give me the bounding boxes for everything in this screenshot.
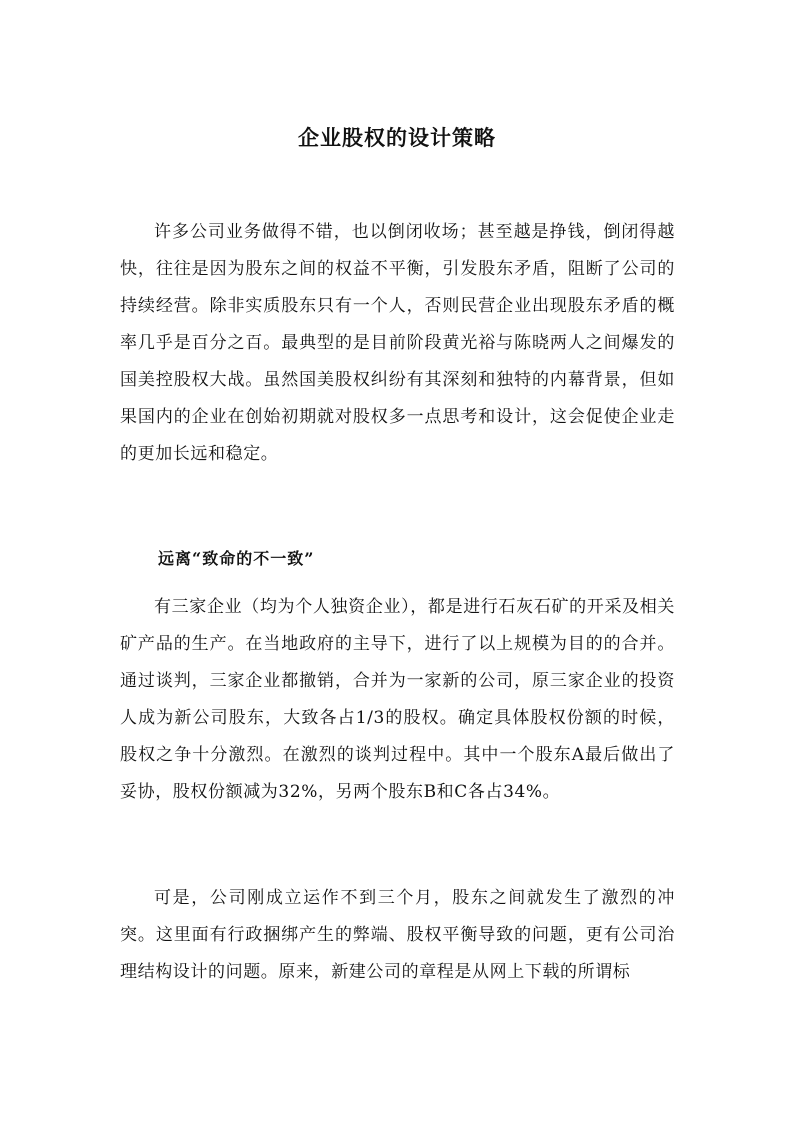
- document-title: 企业股权的设计策略: [298, 125, 496, 150]
- paragraph-intro: 许多公司业务做得不错，也以倒闭收场；甚至越是挣钱，倒闭得越快，往往是因为股东之间的权益不平衡，引发股东矛盾，阻断了公司的持续经营。除非实质股东只有一个人，否则民营企业出现股东矛盾的概率几乎是百分之百。最典型的是目前阶段黄光裕与陈晓两人之间爆发的国美控股权大战。虽然国美股权纠纷有其深刻和独特的内幕背景，但如果国内的企业在创始初期就对股权多一点思考和设计，这会促使企业走的更加长远和稳定。: [120, 222, 675, 464]
- section-heading: 远离“致命的不一致”: [158, 549, 315, 568]
- paragraph-case: 有三家企业（均为个人独资企业），都是进行石灰石矿的开采及相关矿产品的生产。在当地政府的主导下，进行了以上规模为目的的合并。通过谈判，三家企业都撤销，合并为一家新的公司，原三家企业的投资人成为新公司股东，大致各占1/3的股权。确定具体股权份额的时候，股权之争十分激烈。在激烈的谈判过程中。其中一个股东A最后做出了妥协，股权份额减为32%，另两个股东B和C各占34%。: [120, 597, 675, 802]
- paragraph-conflict: 可是，公司刚成立运作不到三个月，股东之间就发生了激烈的冲突。这里面有行政捆绑产生的弊端、股权平衡导致的问题，更有公司治理结构设计的问题。原来，新建公司的章程是从网上下载的所谓标: [120, 888, 675, 982]
